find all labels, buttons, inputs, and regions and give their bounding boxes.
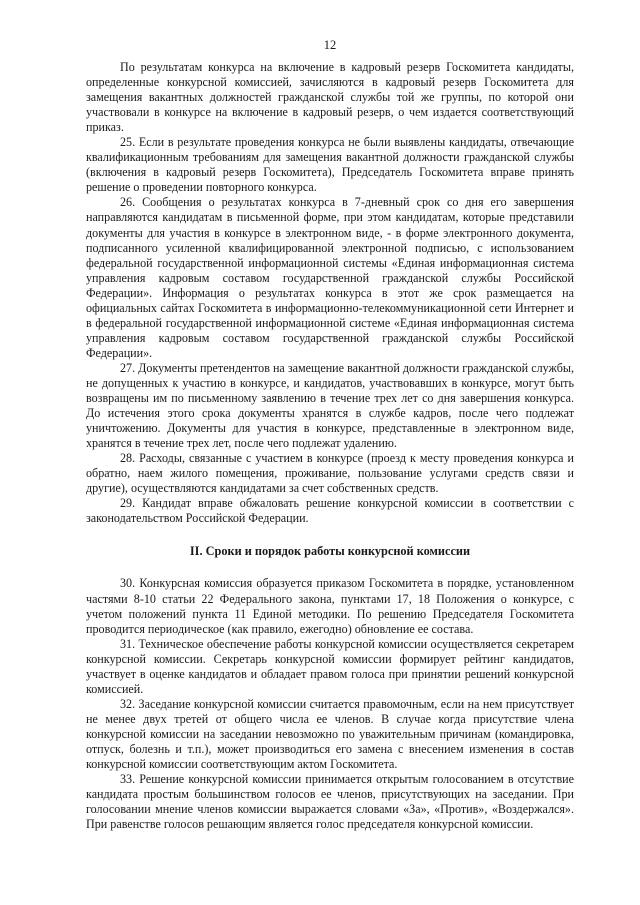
- paragraph-27: 27. Документы претендентов на замещение вакантной должности гражданской службы, не допущенных к участию в конкурсе, и кандидатов, участвовавших в конкурсе, могут быть возвращены им по письменному заявлению в течение трех лет со дня завершения конкурса. До истечения этого срока документы хранятся в службе кадров, после чего подлежат уничтожению. Документы для участия в конкурсе, представленные в электронном виде, хранятся в течение трех лет, после чего подлежат удалению.: [86, 360, 574, 451]
- paragraph-30: 30. Конкурсная комиссия образуется приказом Госкомитета в порядке, установленном частями 8-10 статьи 22 Федерального закона, пунктами 17, 18 Положения о конкурсе, с учетом положений пункта 11 Единой методики. По решению Председателя Госкомитета проводится периодическое (как правило, ежегодно) обновление ее состава.: [86, 576, 574, 636]
- paragraph-24-continuation: По результатам конкурса на включение в кадровый резерв Госкомитета кандидаты, определенные конкурсной комиссией, зачисляются в кадровый резерв Госкомитета для замещения вакантных должностей гражданской службы той же группы, по которой они участвовали в конкурсе на включение в кадровый резерв, о чем издается соответствующий приказ.: [86, 60, 574, 135]
- paragraph-28: 28. Расходы, связанные с участием в конкурсе (проезд к месту проведения конкурса и обратно, наем жилого помещения, проживание, пользование услугами средств связи и другие), осуществляются кандидатами за счет собственных средств.: [86, 451, 574, 496]
- paragraph-26: 26. Сообщения о результатах конкурса в 7-дневный срок со дня его завершения направляются кандидатам в письменной форме, при этом кандидатам, которые представили документы для участия в конкурсе в электронном виде, - в форме электронного документа, подписанного усиленной квалифицированной электронной подписью, с использованием федеральной государственной информационной системы «Единая информационная система управления кадровым составом государственной гражданской службы Российской Федерации». Информация о результатах конкурса в этот же срок размещается на официальных сайтах Госкомитета в информационно-телекоммуникационной сети Интернет и в федеральной государственной информационной системе «Единая информационная система управления кадровым составом государственной гражданской службы Российской Федерации».: [86, 195, 574, 360]
- paragraph-32: 32. Заседание конкурсной комиссии считается правомочным, если на нем присутствует не менее двух третей от общего числа ее членов. В случае когда присутствие члена конкурсной комиссии на заседании невозможно по уважительным причинам (командировка, отпуск, болезнь и т.п.), может производиться его замена с внесением изменения в состав конкурсной комиссии соответствующим актом Госкомитета.: [86, 696, 574, 772]
- page-number: 12: [323, 38, 337, 52]
- section-heading: II. Сроки и порядок работы конкурсной комиссии: [189, 544, 471, 559]
- paragraph-25: 25. Если в результате проведения конкурса не были выявлены кандидаты, отвечающие квалификационным требованиям для замещения вакантной должности гражданской службы (включения в кадровый резерв Госкомитета), Председатель Госкомитета вправе принять решение о проведении повторного конкурса.: [86, 135, 574, 195]
- paragraph-31: 31. Техническое обеспечение работы конкурсной комиссии осуществляется секретарем конкурсной комиссии. Секретарь конкурсной комиссии формирует рейтинг кандидатов, участвует в оценке кандидатов и обладает правом голоса при принятии решений конкурсной комиссией.: [86, 636, 574, 696]
- paragraph-29: 29. Кандидат вправе обжаловать решение конкурсной комиссии в соответствии с законодательством Российской Федерации.: [86, 496, 574, 526]
- paragraph-33: 33. Решение конкурсной комиссии принимается открытым голосованием в отсутствие кандидата простым большинством голосов ее членов, присутствующих на заседании. При голосовании мнение членов комиссии выражается словами «За», «Против», «Воздержался». При равенстве голосов решающим является голос председателя конкурсной комиссии.: [86, 772, 574, 832]
